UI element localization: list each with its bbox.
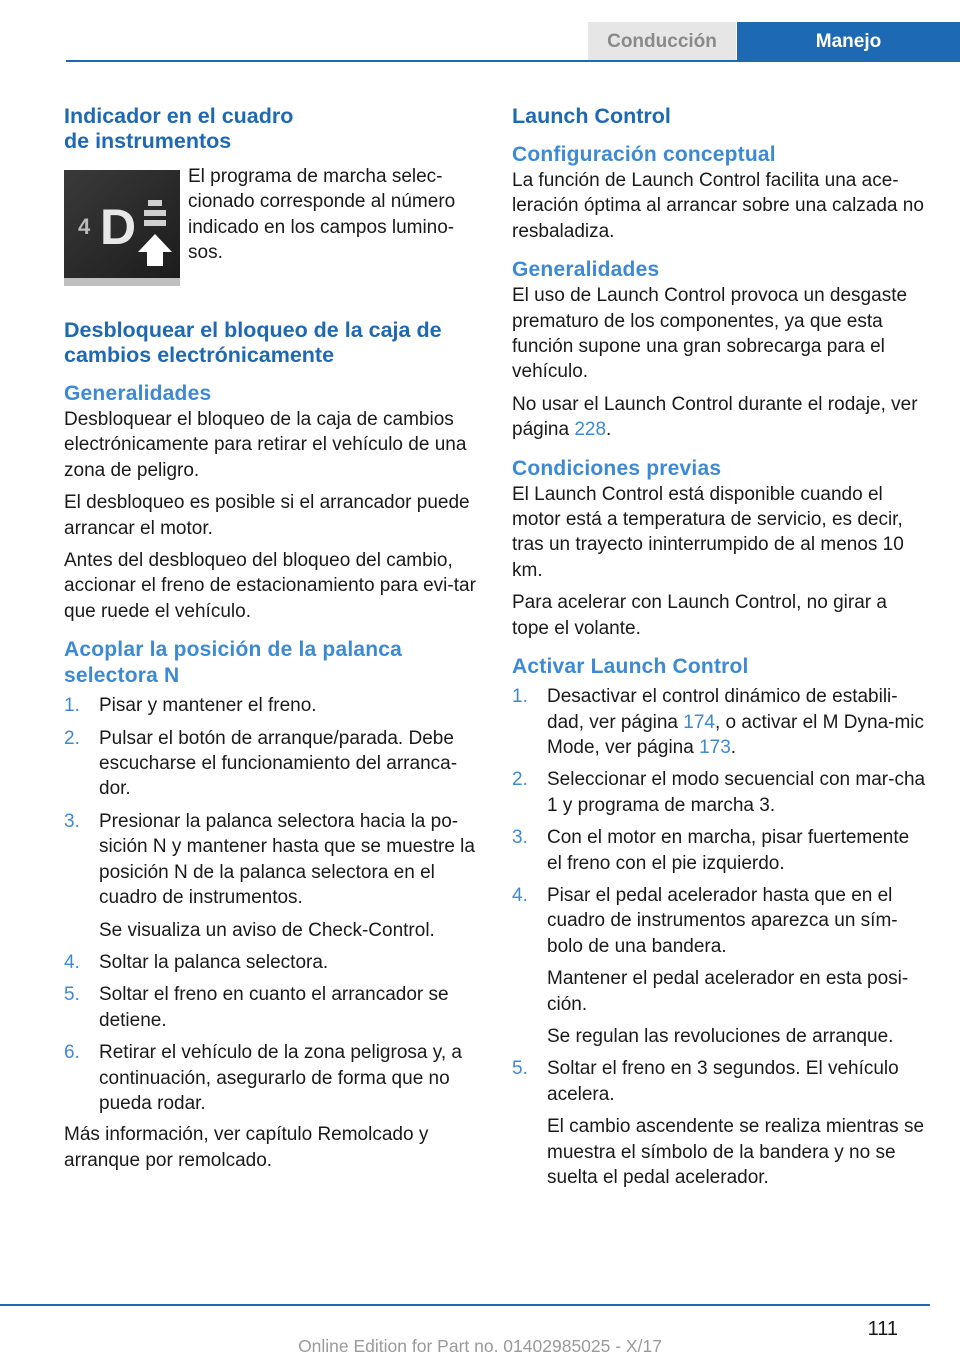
right-column: [512, 100, 927, 1190]
tab-conduccion[interactable]: Conducción: [588, 22, 736, 62]
text-run: .: [730, 736, 737, 758]
step-number: 5.: [64, 984, 80, 1006]
left-column: [64, 100, 477, 1173]
list-item: [64, 693, 477, 718]
step-text: Soltar el freno en cuanto el arrancador se detiene.: [99, 984, 449, 1031]
step-extra-text: Mantener el pedal acelerador en esta posi-ción.: [547, 968, 909, 1015]
step-number: 3.: [64, 810, 80, 832]
list-item: [512, 883, 927, 1049]
list-item: [512, 767, 927, 818]
paragraph-conditions-2: Para acelerar con Launch Control, no girar a tope el volante.: [512, 592, 887, 639]
activate-steps-list: [512, 684, 927, 1190]
indicator-text: El programa de marcha selec-cionado corresponde al número indicado en los campos lumino-sos.: [188, 166, 456, 264]
list-item: [64, 809, 477, 943]
step-text: Pisar y mantener el freno.: [99, 695, 317, 717]
step-text: Pulsar el botón de arranque/parada. Debe escucharse el funcionamiento del arranca-dor.: [99, 727, 458, 800]
page-number: 111: [867, 1318, 898, 1340]
heading-launch-control: Launch Control: [512, 104, 671, 128]
step-number: 5.: [512, 1058, 528, 1080]
paragraph-unlock-1: Desbloquear el bloqueo de la caja de cambios electrónicamente para retirar el vehículo de una zona de peligro.: [64, 409, 467, 481]
paragraph-more-info: Más información, ver capítulo Remolcado y arranque por remolcado.: [64, 1124, 429, 1171]
step-text: Retirar el vehículo de la zona peligrosa y, a continuación, asegurarlo de forma que no pueda rodar.: [99, 1042, 462, 1114]
tab-manejo[interactable]: Manejo: [737, 22, 960, 62]
instrument-bottom-bar: [64, 278, 180, 286]
heading-general-left: Generalidades: [64, 382, 212, 405]
paragraph-general-1: El uso de Launch Control provoca un desgaste prematuro de los componentes, ya que esta función supone una gran sobrecarga para el vehículo.: [512, 285, 908, 383]
step-text: Pisar el pedal acelerador hasta que en el cuadro de instrumentos aparezca un sím-bolo de una bandera.: [547, 884, 898, 957]
step-number: 4.: [512, 884, 528, 906]
instrument-gear-display: [64, 170, 180, 286]
paragraph-general-2: [512, 392, 927, 443]
list-item: [64, 1040, 477, 1116]
text-run: Desactivar el control dinámico de estabili-dad, ver página: [547, 686, 898, 733]
list-item: [512, 684, 927, 760]
list-item: [512, 825, 927, 876]
step-text: Con el motor en marcha, pisar fuertemente el freno con el pie izquierdo.: [547, 827, 910, 874]
page-header: [0, 0, 960, 62]
list-item: [512, 1056, 927, 1190]
step-text: Seleccionar el modo secuencial con mar-cha 1 y programa de marcha 3.: [547, 769, 926, 816]
heading-neutral: Acoplar la posición de la palanca selectora N: [64, 638, 403, 688]
header-rule: [66, 60, 960, 62]
step-number: 3.: [512, 827, 528, 849]
step-extra-text: El cambio ascendente se realiza mientras se muestra el símbolo de la bandera y no se suelta el pedal acelerador.: [547, 1116, 925, 1188]
step-text: Soltar la palanca selectora.: [99, 951, 329, 973]
gear-indicator-icon: [64, 170, 180, 286]
heading-activate: Activar Launch Control: [512, 655, 749, 679]
step-extra-text: Se regulan las revoluciones de arranque.: [547, 1025, 894, 1047]
paragraph-concept: La función de Launch Control facilita una ace-leración óptima al arrancar sobre una calzada no resbaladiza.: [512, 170, 924, 242]
step-text: Presionar la palanca selectora hacia la po-sición N y mantener hasta que se muestre la posición N de la palanca selectora en el cuadro de instrumentos.: [99, 810, 475, 909]
text-run: , o activar el M Dyna-mic Mode, ver página: [547, 711, 925, 758]
step-number: 2.: [512, 769, 528, 791]
page-link-174[interactable]: 174: [683, 711, 715, 733]
text-run: .: [606, 419, 612, 441]
edition-note: Online Edition for Part no. 01402985025 - X/17: [298, 1336, 662, 1356]
paragraph-unlock-3: Antes del desbloqueo del bloqueo del cambio, accionar el freno de estacionamiento para evi-tar que ruede el vehículo.: [64, 550, 476, 622]
list-item: [64, 726, 477, 802]
list-item: [64, 982, 477, 1033]
step-number: 2.: [64, 727, 80, 749]
gear-letter: D: [100, 199, 137, 255]
step-number: 4.: [64, 951, 80, 973]
page-link-173[interactable]: 173: [699, 736, 731, 758]
list-item: [64, 950, 477, 975]
step-text: Soltar el freno en 3 segundos. El vehículo acelera.: [547, 1058, 899, 1105]
gear-number: 4: [78, 214, 91, 239]
step-number: 6.: [64, 1042, 80, 1064]
paragraph-conditions-1: El Launch Control está disponible cuando el motor está a temperatura de servicio, es decir, tras un trayecto ininterrumpido de al menos 10 km.: [512, 483, 904, 581]
text-run: No usar el Launch Control durante el rodaje, ver página: [512, 393, 918, 441]
heading-concept: Configuración conceptual: [512, 143, 776, 166]
heading-indicator: Indicador en el cuadro de instrumentos: [64, 104, 294, 153]
paragraph-unlock-2: El desbloqueo es posible si el arrancador puede arrancar el motor.: [64, 492, 470, 539]
heading-general-right: Generalidades: [512, 258, 660, 282]
heading-unlock: Desbloquear el bloqueo de la caja de cambios electrónicamente: [64, 318, 442, 367]
page-link-228[interactable]: 228: [574, 419, 607, 441]
step-extra-text: Se visualiza un aviso de Check-Control.: [99, 919, 435, 941]
heading-conditions: Condiciones previas: [512, 456, 722, 480]
neutral-steps-list: [64, 693, 477, 1116]
step-number: 1.: [64, 695, 80, 717]
indicator-block: [64, 100, 477, 288]
footer-rule: [0, 1304, 930, 1306]
step-number: 1.: [512, 686, 528, 708]
